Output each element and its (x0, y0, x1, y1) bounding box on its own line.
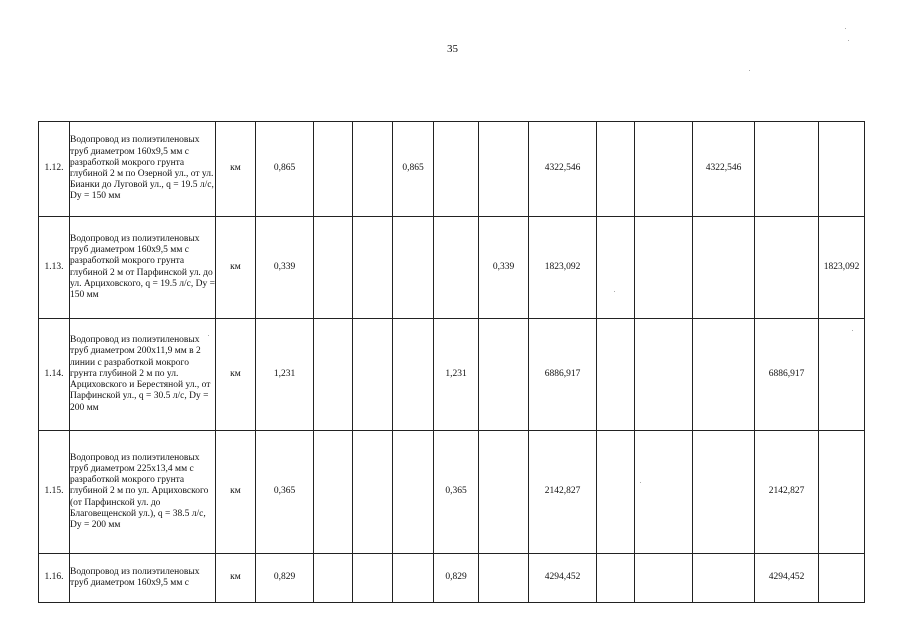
row-value-cell (819, 122, 865, 217)
row-value-cell (353, 319, 393, 431)
row-value-cell (635, 217, 693, 319)
row-value-cell: 1823,092 (529, 217, 597, 319)
scan-speck (208, 335, 209, 336)
row-value-cell: 1,231 (434, 319, 479, 431)
row-value-cell (314, 217, 353, 319)
row-value-cell (314, 431, 353, 554)
scan-speck (852, 330, 853, 331)
row-value-cell: 2142,827 (529, 431, 597, 554)
row-value-cell (693, 431, 755, 554)
row-unit: км (216, 431, 256, 554)
row-unit: км (216, 319, 256, 431)
row-value-cell (597, 554, 635, 603)
row-number: 1.15. (39, 431, 70, 554)
table-row (39, 319, 865, 431)
row-value-cell: 0,865 (393, 122, 434, 217)
row-value-cell (755, 217, 819, 319)
row-value-cell (755, 122, 819, 217)
row-value-cell: 4322,546 (529, 122, 597, 217)
row-value-cell (819, 431, 865, 554)
row-value-cell (353, 122, 393, 217)
row-value-cell (393, 217, 434, 319)
row-value-cell (479, 319, 529, 431)
table-row (39, 554, 865, 603)
row-value-cell: 6886,917 (755, 319, 819, 431)
scan-speck (749, 70, 750, 71)
scan-speck (848, 40, 849, 41)
row-value-cell (393, 554, 434, 603)
row-value-cell: 0,339 (479, 217, 529, 319)
row-value-cell: 4322,546 (693, 122, 755, 217)
row-value-cell: 0,865 (256, 122, 314, 217)
row-value-cell (479, 431, 529, 554)
row-value-cell (597, 217, 635, 319)
row-value-cell (635, 554, 693, 603)
row-value-cell (819, 554, 865, 603)
row-value-cell: 2142,827 (755, 431, 819, 554)
row-number: 1.16. (39, 554, 70, 603)
row-value-cell (479, 554, 529, 603)
row-value-cell (693, 217, 755, 319)
row-description: Водопровод из полиэтиленовых труб диаметром 160х9,5 мм с (70, 554, 216, 603)
row-description: Водопровод из полиэтиленовых труб диаметром 225х13,4 мм с разработкой мокрого грунта глубиной 2 м по ул. Арциховского (от Парфинской ул. до Благовещенской ул.), q = 38.5 л/с, Dy = 200 мм (70, 431, 216, 554)
scan-speck (614, 291, 615, 292)
row-number: 1.13. (39, 217, 70, 319)
row-number: 1.12. (39, 122, 70, 217)
row-value-cell (353, 554, 393, 603)
row-value-cell: 0,365 (434, 431, 479, 554)
table-row (39, 431, 865, 554)
row-value-cell: 6886,917 (529, 319, 597, 431)
row-value-cell (597, 431, 635, 554)
scan-speck (845, 28, 846, 29)
row-value-cell (479, 122, 529, 217)
row-value-cell: 1,231 (256, 319, 314, 431)
row-unit: км (216, 122, 256, 217)
scan-speck (640, 482, 641, 483)
row-value-cell (434, 122, 479, 217)
row-description: Водопровод из полиэтиленовых труб диаметром 160х9,5 мм с разработкой мокрого грунта глубиной 2 м от Парфинской ул. до ул. Арциховского, q = 19.5 л/с, Dy = 150 мм (70, 217, 216, 319)
row-value-cell (314, 319, 353, 431)
row-value-cell (693, 554, 755, 603)
row-value-cell (635, 431, 693, 554)
row-value-cell (597, 122, 635, 217)
row-value-cell (819, 319, 865, 431)
row-value-cell (434, 217, 479, 319)
row-value-cell: 0,829 (434, 554, 479, 603)
row-description: Водопровод из полиэтиленовых труб диаметром 200х11,9 мм в 2 линии с разработкой мокрого грунта глубиной 2 м по ул. Арциховского и Берестяной ул., от Парфинской ул., q = 30.5 л/с, Dy = 200 мм (70, 319, 216, 431)
row-value-cell: 1823,092 (819, 217, 865, 319)
row-value-cell (393, 319, 434, 431)
row-value-cell (597, 319, 635, 431)
row-value-cell (635, 122, 693, 217)
row-value-cell (353, 431, 393, 554)
row-unit: км (216, 217, 256, 319)
cost-table (38, 121, 865, 603)
row-value-cell: 0,365 (256, 431, 314, 554)
row-value-cell (393, 431, 434, 554)
row-value-cell: 4294,452 (755, 554, 819, 603)
table-row (39, 122, 865, 217)
row-value-cell: 0,339 (256, 217, 314, 319)
row-value-cell (693, 319, 755, 431)
page-number: 35 (447, 43, 458, 55)
row-value-cell: 0,829 (256, 554, 314, 603)
row-value-cell (314, 554, 353, 603)
row-description: Водопровод из полиэтиленовых труб диаметром 160х9,5 мм с разработкой мокрого грунта глубиной 2 м по Озерной ул., от ул. Бианки до Луговой ул., q = 19.5 л/с, Dy = 150 мм (70, 122, 216, 217)
row-value-cell (635, 319, 693, 431)
row-number: 1.14. (39, 319, 70, 431)
row-unit: км (216, 554, 256, 603)
row-value-cell (353, 217, 393, 319)
row-value-cell (314, 122, 353, 217)
table-row (39, 217, 865, 319)
row-value-cell: 4294,452 (529, 554, 597, 603)
